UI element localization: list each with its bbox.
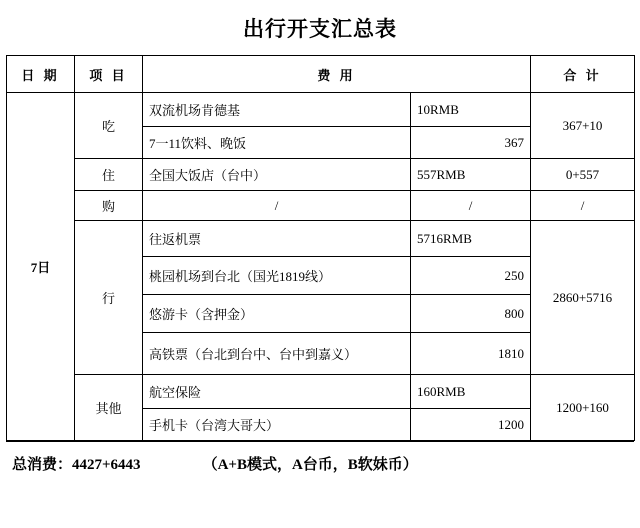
cell-group-total-eat: 367+10	[531, 93, 635, 159]
cell-desc: 往返机票	[143, 221, 411, 257]
currency-note: （A+B模式，A台币，B软妹币）	[202, 457, 418, 473]
cell-category-transport: 行	[75, 221, 143, 375]
cell-amount: 1810	[411, 333, 531, 375]
cell-desc: 悠游卡（含押金）	[143, 295, 411, 333]
cell-group-total-buy: /	[531, 191, 635, 221]
cell-category-other: 其他	[75, 375, 143, 441]
header-item: 项 目	[75, 56, 143, 93]
total-consumption-label: 总消费：4427+6443	[12, 457, 141, 473]
cell-amount: 10RMB	[411, 93, 531, 127]
cell-group-total-stay: 0+557	[531, 159, 635, 191]
cell-amount: 250	[411, 257, 531, 295]
cell-amount: 557RMB	[411, 159, 531, 191]
cell-amount: 367	[411, 127, 531, 159]
expense-table	[6, 55, 635, 441]
cell-desc: 7一11饮料、晚饭	[143, 127, 411, 159]
table-row	[7, 191, 635, 221]
table-row	[7, 221, 635, 257]
cell-day: 7日	[7, 93, 75, 441]
cell-category-buy: 购	[75, 191, 143, 221]
cell-desc: 全国大饭店（台中）	[143, 159, 411, 191]
cell-group-total-other: 1200+160	[531, 375, 635, 441]
cell-desc: 高铁票（台北到台中、台中到嘉义）	[143, 333, 411, 375]
header-cost: 费 用	[143, 56, 531, 93]
cell-amount: 1200	[411, 409, 531, 441]
cell-desc: 桃园机场到台北（国光1819线）	[143, 257, 411, 295]
cell-desc: 双流机场肯德基	[143, 93, 411, 127]
cell-desc: 航空保险	[143, 375, 411, 409]
page-title: 出行开支汇总表	[243, 17, 397, 41]
cell-desc: /	[143, 191, 411, 221]
cell-group-total-transport: 2860+5716	[531, 221, 635, 375]
table-row	[7, 93, 635, 127]
header-total: 合 计	[531, 56, 635, 93]
cell-amount: 5716RMB	[411, 221, 531, 257]
cell-category-stay: 住	[75, 159, 143, 191]
cell-category-eat: 吃	[75, 93, 143, 159]
cell-amount: 800	[411, 295, 531, 333]
footer-summary	[6, 441, 634, 474]
table-row	[7, 159, 635, 191]
table-row	[7, 375, 635, 409]
header-date: 日 期	[7, 56, 75, 93]
cell-amount: 160RMB	[411, 375, 531, 409]
table-header-row	[7, 56, 635, 93]
cell-amount: /	[411, 191, 531, 221]
cell-desc: 手机卡（台湾大哥大）	[143, 409, 411, 441]
